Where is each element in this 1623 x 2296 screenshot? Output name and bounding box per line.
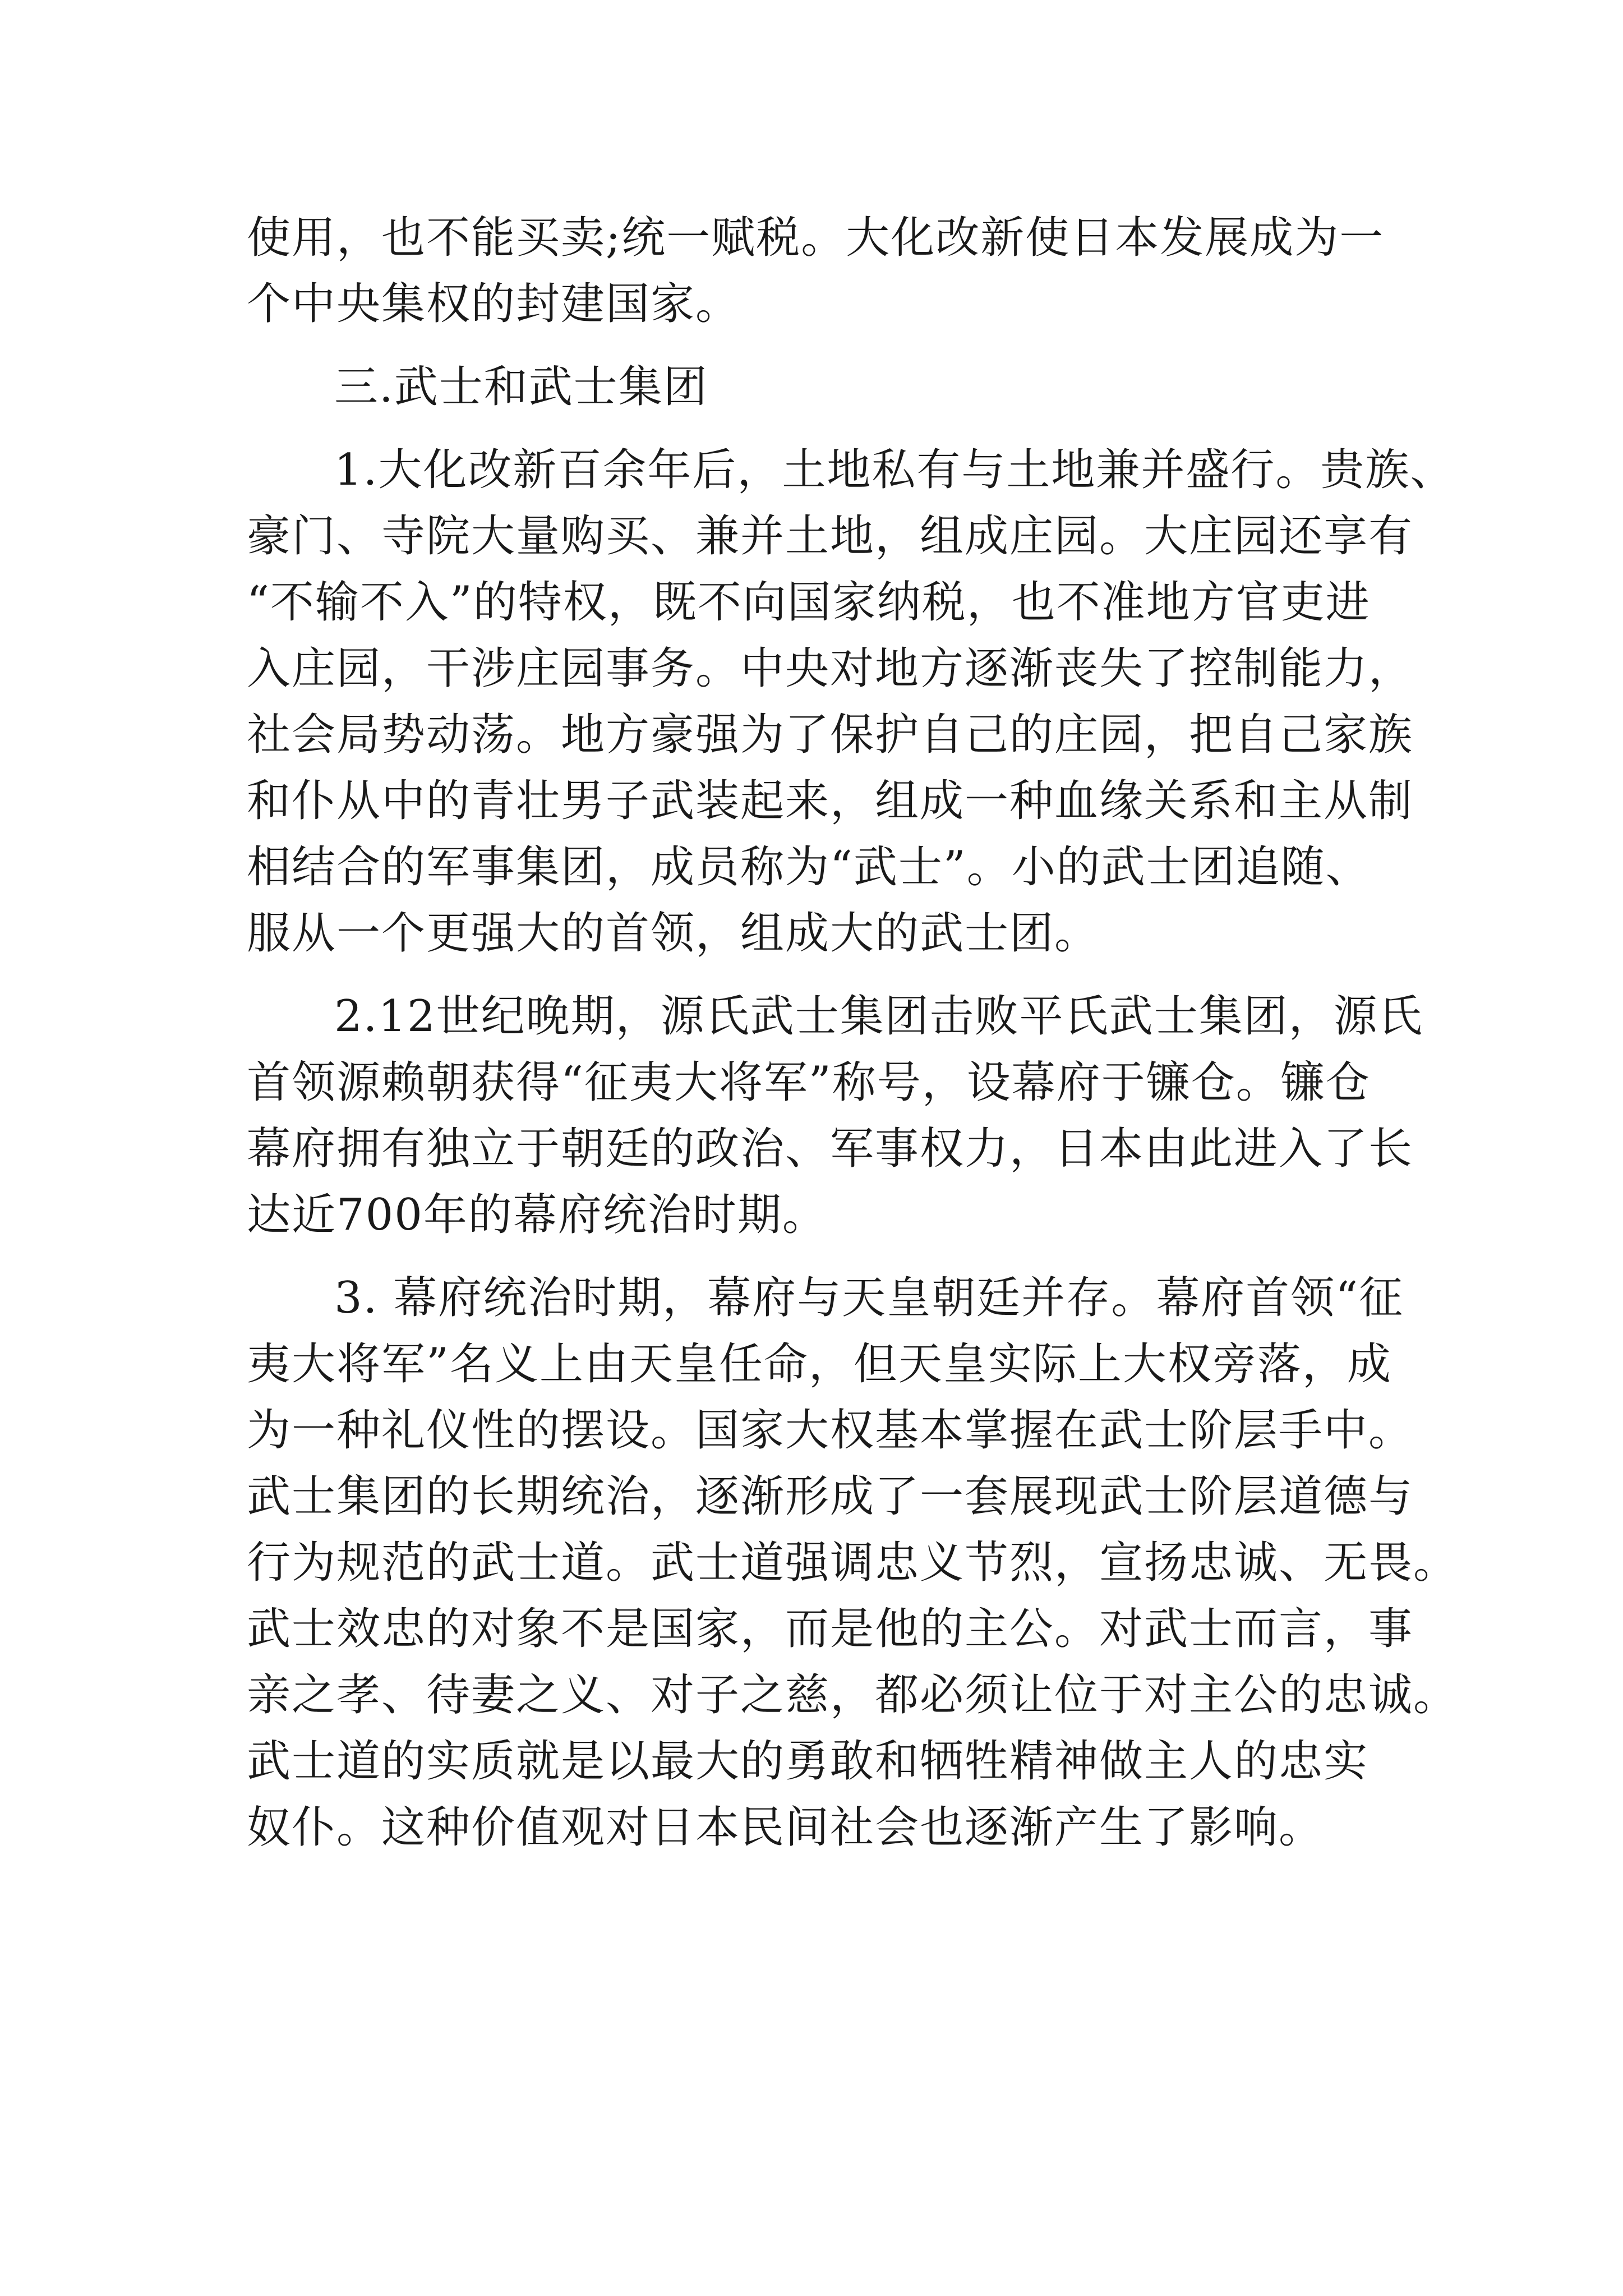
text-line: 为一种礼仪性的摆设。国家大权基本掌握在武士阶层手中。 [247, 1405, 1414, 1456]
text-line: 个中央集权的封建国家。 [247, 279, 741, 329]
text-line: 达近700年的幕府统治时期。 [247, 1190, 827, 1240]
paragraph-intro-continuation [247, 205, 1396, 337]
text-line: 武士效忠的对象不是国家，而是他的主公。对武士而言，事 [247, 1604, 1414, 1654]
text-line: 1.大化改新百余年后，土地私有与土地兼并盛行。贵族、 [334, 445, 1455, 495]
text-line: 和仆从中的青壮男子武装起来，组成一种血缘关系和主从制 [247, 776, 1414, 826]
text-line: 武士道的实质就是以最大的勇敢和牺牲精神做主人的忠实 [247, 1736, 1369, 1787]
text-line: 首领源赖朝获得“征夷大将军”称号，设幕府于镰仓。镰仓 [247, 1057, 1371, 1108]
text-line: 幕府拥有独立于朝廷的政治、军事权力，日本由此进入了长 [247, 1124, 1414, 1174]
text-line: 豪门、寺院大量购买、兼并土地，组成庄园。大庄园还享有 [247, 511, 1414, 562]
text-line: 入庄园，干涉庄园事务。中央对地方逐渐丧失了控制能力， [247, 643, 1414, 694]
paragraph-section-heading [247, 354, 1396, 420]
text-line: 夷大将军”名义上由天皇任命，但天皇实际上大权旁落，成 [247, 1339, 1392, 1389]
text-line: 使用，也不能买卖;统一赋税。大化改新使日本发展成为一 [247, 213, 1385, 263]
text-line: 社会局势动荡。地方豪强为了保护自己的庄园，把自己家族 [247, 710, 1414, 760]
text-line: 相结合的军事集团，成员称为“武士”。小的武士团追随、 [247, 842, 1371, 892]
paragraph-point-1 [247, 437, 1455, 967]
text-line: 3. 幕府统治时期，幕府与天皇朝廷并存。幕府首领“征 [334, 1273, 1404, 1323]
text-line: 武士集团的长期统治，逐渐形成了一套展现武士阶层道德与 [247, 1471, 1414, 1522]
text-line: 2.12世纪晚期，源氏武士集团击败平氏武士集团，源氏 [334, 991, 1423, 1042]
text-line: 行为规范的武士道。武士道强调忠义节烈，宣扬忠诚、无畏。 [247, 1538, 1459, 1588]
text-line: 亲之孝、待妻之义、对子之慈，都必须让位于对主公的忠诚。 [247, 1670, 1459, 1720]
text-line: 三.武士和武士集团 [334, 362, 708, 412]
text-line: “不输不入”的特权，既不向国家纳税，也不准地方官吏进 [247, 577, 1371, 628]
text-line: 奴仆。这种价值观对日本民间社会也逐渐产生了影响。 [247, 1802, 1324, 1853]
text-line: 服从一个更强大的首领，组成大的武士团。 [247, 908, 1100, 959]
paragraph-point-2 [247, 983, 1423, 1248]
document-body [247, 205, 1459, 1861]
paragraph-point-3 [247, 1265, 1459, 1861]
